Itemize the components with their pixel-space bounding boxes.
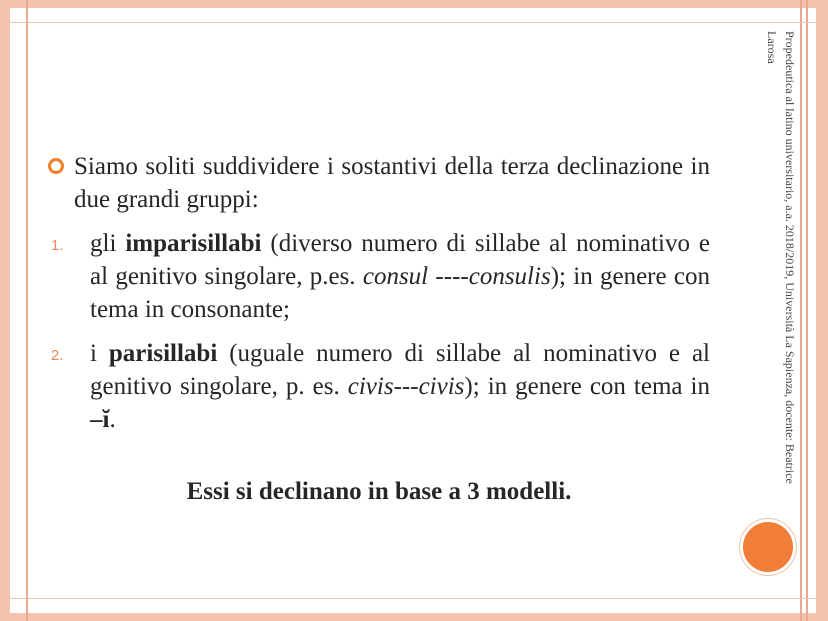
item-example-nominative: civis <box>347 373 394 400</box>
item-prefix: gli <box>90 230 126 257</box>
item-term: parisillabi <box>108 340 218 367</box>
frame-inner-line-right <box>800 0 802 621</box>
side-footer-note: Propedeutica al latino universitario, a.a. 2018/2019, Università La Sapienza, docente: Beatrice Larosa <box>765 31 797 484</box>
item-example-genitive: civis <box>418 373 465 400</box>
item-prefix: i <box>90 340 109 367</box>
ring-bullet-icon <box>48 158 64 174</box>
item-period: . <box>109 406 116 433</box>
item-description: (uguale numero di sillabe al nominativo e al genitivo singolare, p. es. <box>90 340 710 400</box>
item-description-end: ); in genere con tema in consonante; <box>90 263 710 323</box>
intro-text: Siamo soliti suddividere i sostantivi della terza declinazione in due grandi gruppi: <box>74 153 710 213</box>
frame-bottom-border <box>0 613 828 621</box>
slide-body <box>48 150 710 436</box>
item-term: imparisillabi <box>125 230 262 257</box>
frame-right-border <box>816 0 828 621</box>
item-separator: ---- <box>428 263 469 290</box>
frame-inner-line-top <box>0 22 828 23</box>
frame-left-border <box>0 0 10 621</box>
item-example-nominative: consul <box>362 263 429 290</box>
list-number: 1. <box>51 237 64 254</box>
frame-top-border <box>0 0 828 8</box>
intro-bullet <box>48 150 710 216</box>
list-item-imparisillabi <box>48 227 710 326</box>
item-separator: --- <box>393 373 419 400</box>
list-number: 2. <box>51 347 64 364</box>
frame-inner-line-left <box>26 0 28 621</box>
closing-statement: Essi si declinano in base a 3 modelli. <box>186 478 572 505</box>
item-description-end: ); in genere con tema in <box>464 373 710 400</box>
frame-inner-line-right-2 <box>806 0 808 621</box>
item-description: (diverso numero di sillabe al nominativo e al genitivo singolare, p.es. <box>90 230 710 290</box>
list-item-parisillabi <box>48 337 710 436</box>
decorative-circle <box>740 519 796 575</box>
item-example-genitive: consulis <box>468 263 551 290</box>
frame-inner-line-bottom <box>0 598 828 599</box>
item-stem-ending: –ĭ <box>90 406 110 433</box>
